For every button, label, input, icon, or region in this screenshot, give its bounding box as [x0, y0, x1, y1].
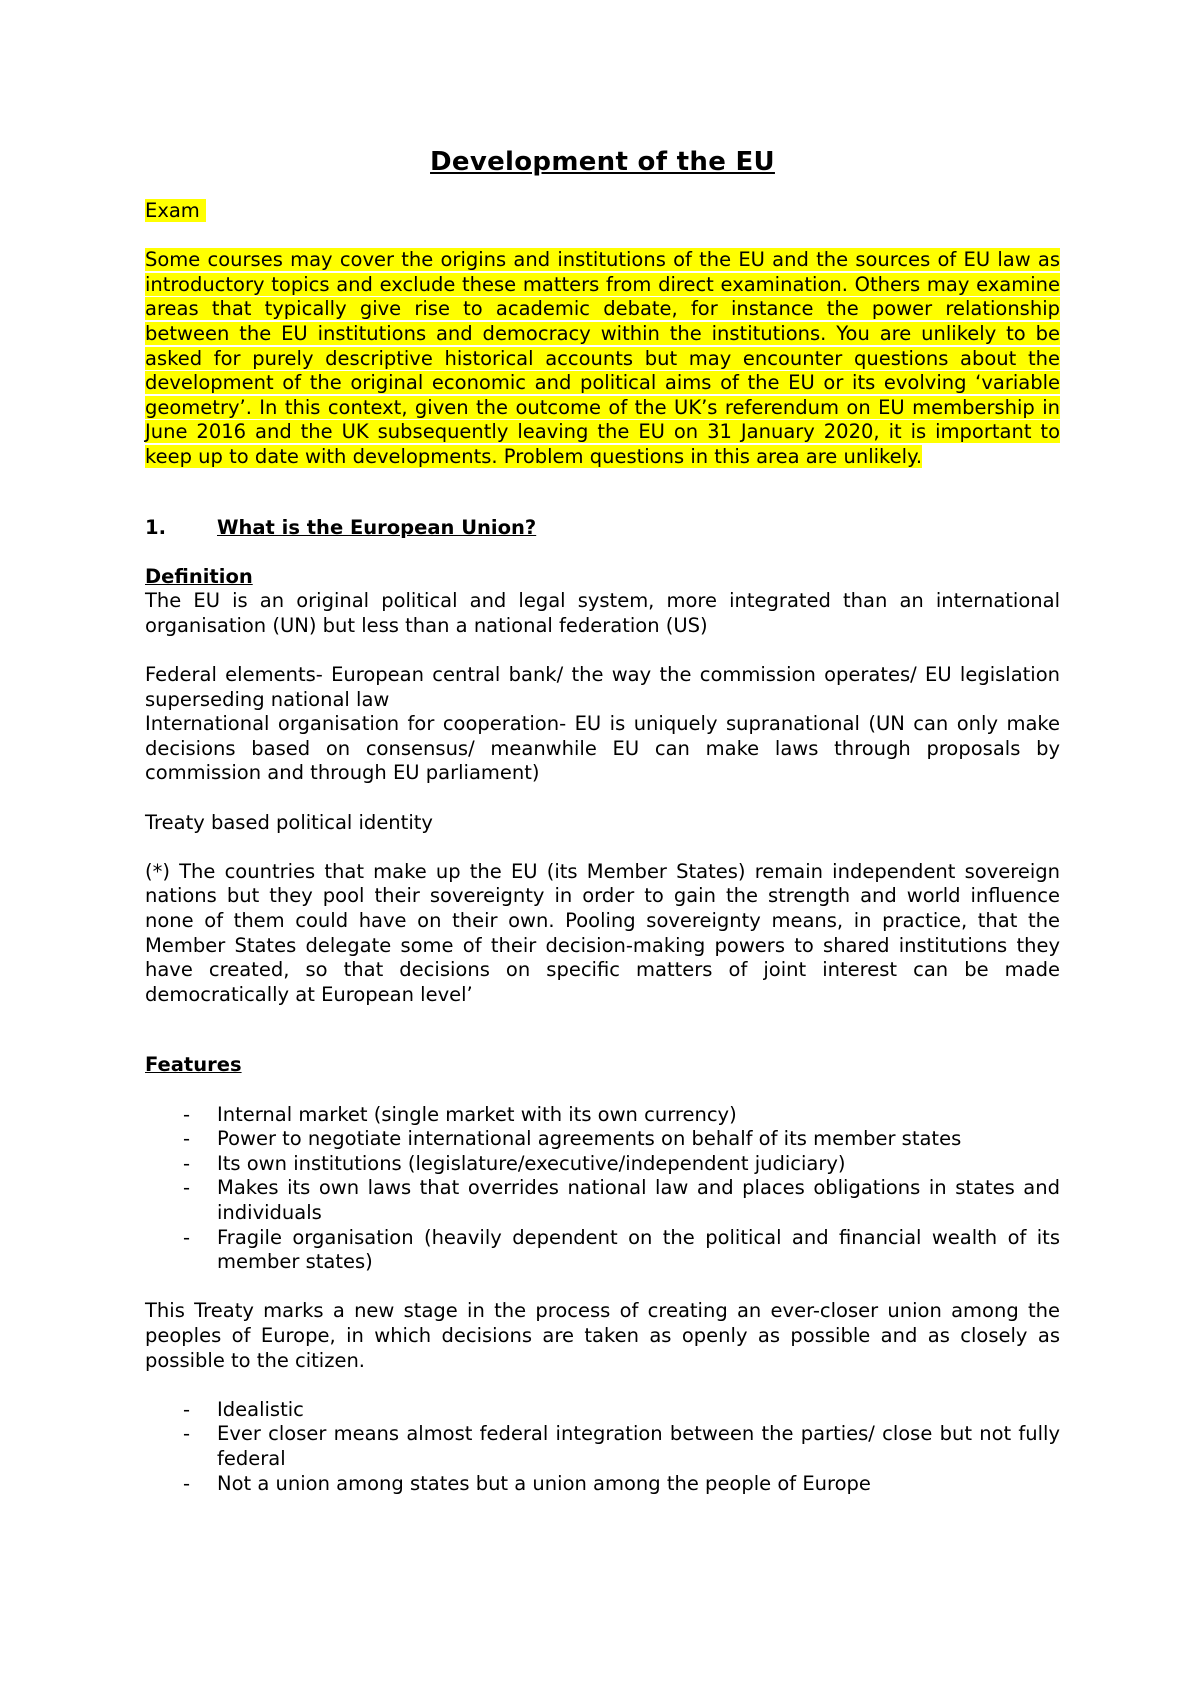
international-organisation-line: International organisation for cooperation- EU is uniquely supranational (UN can only make decisions based on consensus/ meanwhile EU can make laws through proposals by commission and through EU parliament): [145, 712, 1060, 785]
dash-bullet: -: [183, 1471, 191, 1495]
dash-bullet: -: [183, 1397, 191, 1421]
features-heading: Features: [145, 1053, 242, 1077]
list-item: [145, 1226, 1060, 1275]
list-item: [145, 1398, 1060, 1423]
list-item: [145, 1103, 1060, 1128]
spacer: [145, 540, 1060, 565]
exam-paragraph: [145, 248, 1060, 469]
list-item: [145, 1176, 1060, 1225]
treaty-paragraph: This Treaty marks a new stage in the process of creating an ever-closer union among the peoples of Europe, in which decisions are taken as openly as possible and as closely as possible to the citizen.: [145, 1299, 1060, 1372]
spacer: [145, 470, 1060, 516]
document-title: Development of the EU: [430, 147, 775, 177]
spacer: [145, 1007, 1060, 1053]
list-item-text: Its own institutions (legislature/executive/independent judiciary): [217, 1151, 846, 1175]
spacer: [145, 639, 1060, 664]
list-item-text: Fragile organisation (heavily dependent on the political and financial wealth of its member states): [217, 1225, 1060, 1274]
section-number: 1.: [145, 515, 166, 539]
dash-bullet: -: [183, 1176, 191, 1200]
document-body: [145, 145, 1060, 1496]
section-heading-1: [145, 516, 1060, 541]
dash-bullet: -: [183, 1127, 191, 1151]
spacer: [145, 786, 1060, 811]
exam-paragraph-text: Some courses may cover the origins and institutions of the EU and the sources of EU law as introductory topics and exclude these matters from direct examination. Others may examine areas that typically give rise to academic debate, for instance the power relationship between the EU institutions and democracy within the institutions. You are unlikely to be asked for purely descriptive historical accounts but may encounter questions about the development of the original economic and political aims of the EU or its evolving ‘variable geometry’. In this context, given the outcome of the UK’s referendum on EU membership in June 2016 and the UK subsequently leaving the EU on 31 January 2020, it is important to keep up to date with developments. Problem questions in this area are unlikely.: [145, 248, 1060, 468]
dash-bullet: -: [183, 1422, 191, 1446]
spacer: [145, 224, 1060, 249]
features-list: [145, 1103, 1060, 1275]
list-item: [145, 1152, 1060, 1177]
list-item-text: Makes its own laws that overrides national law and places obligations in states and individuals: [217, 1176, 1060, 1224]
list-item-text: Idealistic: [217, 1397, 304, 1421]
list-item-text: Internal market (single market with its own currency): [217, 1102, 737, 1126]
list-item: [145, 1422, 1060, 1471]
list-item-text: Not a union among states but a union among the people of Europe: [217, 1471, 871, 1495]
sovereignty-quote: (*) The countries that make up the EU (its Member States) remain independent sovereign nations but they pool their sovereignty in order to gain the strength and world influence none of them could have on their own. Pooling sovereignty means, in practice, that the Member States delegate some of their decision-making powers to shared institutions they have created, so that decisions on specific matters of joint interest can be made democratically at European level’: [145, 859, 1060, 1006]
spacer: [145, 1373, 1060, 1398]
exam-label: Exam: [145, 199, 206, 222]
treaty-list: [145, 1398, 1060, 1496]
spacer: [145, 1275, 1060, 1300]
list-item: [145, 1127, 1060, 1152]
list-item: [145, 1472, 1060, 1497]
dash-bullet: -: [183, 1151, 191, 1175]
spacer: [145, 835, 1060, 860]
list-item-text: Ever closer means almost federal integration between the parties/ close but not fully federal: [217, 1422, 1060, 1470]
definition-paragraph: The EU is an original political and legal system, more integrated than an international organisation (UN) but less than a national federation (US): [145, 589, 1060, 637]
section-title: What is the European Union?: [217, 515, 537, 539]
dash-bullet: -: [183, 1102, 191, 1126]
definition-heading: Definition: [145, 564, 253, 588]
list-item-text: Power to negotiate international agreements on behalf of its member states: [217, 1127, 962, 1151]
treaty-based-line: Treaty based political identity: [145, 810, 433, 834]
federal-elements-line: Federal elements- European central bank/ the way the commission operates/ EU legislation superseding national law: [145, 663, 1060, 711]
dash-bullet: -: [183, 1225, 191, 1249]
spacer: [145, 1078, 1060, 1103]
exam-label-line: [145, 199, 1060, 224]
